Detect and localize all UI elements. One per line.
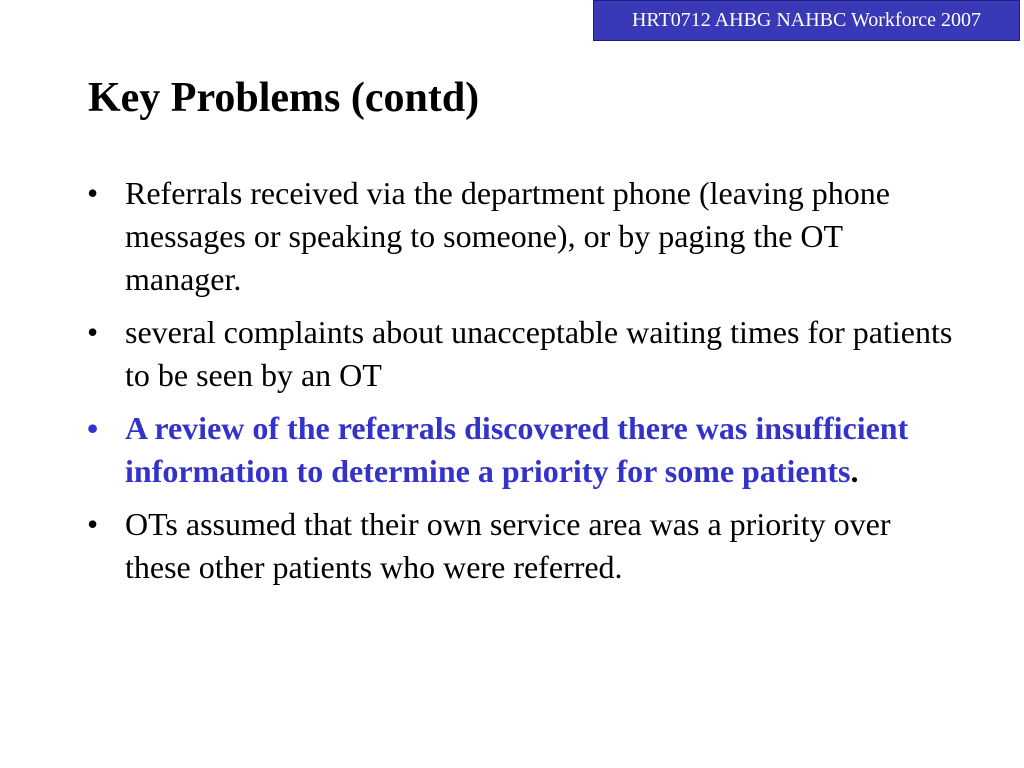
bullet-text: OTs assumed that their own service area was a priority over these other patients who were referred. bbox=[125, 506, 891, 585]
bullet-text: Referrals received via the department phone (leaving phone messages or speaking to someone), or by paging the OT manager. bbox=[125, 175, 890, 297]
header-badge: HRT0712 AHBG NAHBC Workforce 2007 bbox=[593, 0, 1020, 41]
bullet-item-referrals-phone bbox=[80, 172, 960, 301]
bullet-icon: • bbox=[87, 314, 99, 350]
bullet-suffix: . bbox=[850, 453, 859, 489]
bullet-icon: • bbox=[87, 506, 99, 542]
bullet-item-service-priority bbox=[80, 503, 960, 589]
bullet-text: several complaints about unacceptable waiting times for patients to be seen by an OT bbox=[125, 314, 953, 393]
bullet-item-referral-review bbox=[80, 407, 960, 493]
bullet-item-waiting-complaints bbox=[80, 311, 960, 397]
bullet-icon: • bbox=[87, 175, 99, 211]
slide-title: Key Problems (contd) bbox=[88, 75, 480, 121]
bullet-icon: • bbox=[87, 410, 99, 446]
bullet-list bbox=[80, 172, 960, 599]
bullet-text: A review of the referrals discovered there was insufficient information to determine a priority for some patients bbox=[125, 410, 909, 489]
